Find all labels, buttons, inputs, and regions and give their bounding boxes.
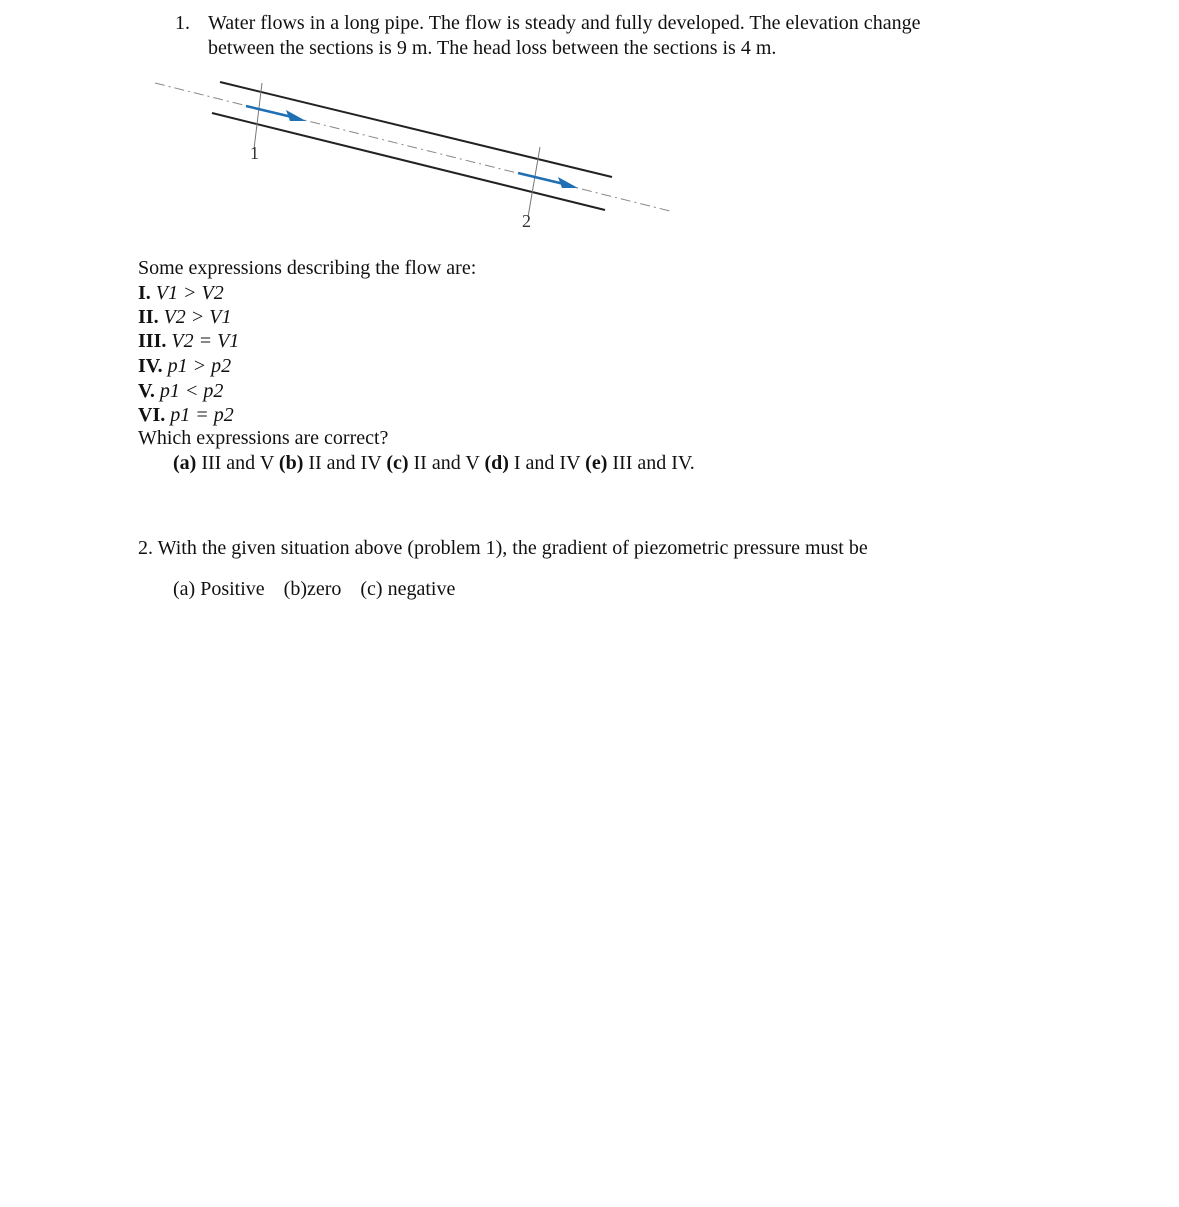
problem-1-text-line-1: Water flows in a long pipe. The flow is steady and fully developed. The elevation change bbox=[208, 12, 921, 34]
expression-i: I. V1 > V2 bbox=[138, 282, 224, 304]
problem-2-choices bbox=[173, 578, 469, 601]
expression-vi: VI. p1 = p2 bbox=[138, 404, 234, 426]
question-text: Which expressions are correct? bbox=[138, 427, 389, 449]
expression-iv: IV. p1 > p2 bbox=[138, 355, 232, 377]
pipe-diagram bbox=[150, 75, 680, 235]
choice-c: (c) II and V bbox=[386, 452, 480, 474]
choice-d: (d) I and IV bbox=[484, 452, 581, 474]
problem-2-text: 2. With the given situation above (problem 1), the gradient of piezometric pressure must be bbox=[138, 537, 868, 559]
section-1-label: 1 bbox=[250, 143, 259, 163]
flow-arrow-2 bbox=[518, 173, 578, 188]
p2-choice-a: (a) Positive bbox=[173, 578, 265, 600]
choice-a: (a) III and V bbox=[173, 452, 274, 474]
problem-1-number: 1. bbox=[175, 12, 190, 34]
p2-choice-b: (b)zero bbox=[283, 578, 342, 600]
problem-1-text-line-2: between the sections is 9 m. The head loss between the sections is 4 m. bbox=[208, 37, 777, 59]
section-1-marker bbox=[254, 83, 262, 149]
expression-v: V. p1 < p2 bbox=[138, 380, 224, 402]
p2-choice-c: (c) negative bbox=[360, 578, 456, 600]
expressions-intro: Some expressions describing the flow are: bbox=[138, 257, 477, 279]
flow-arrow-1 bbox=[246, 106, 306, 121]
expression-iii: III. V2 = V1 bbox=[138, 330, 240, 352]
choice-b: (b) II and IV bbox=[278, 452, 382, 474]
section-2-label: 2 bbox=[522, 211, 531, 231]
expression-ii: II. V2 > V1 bbox=[138, 306, 232, 328]
problem-1-choices bbox=[173, 452, 695, 475]
choice-e: (e) III and IV. bbox=[585, 452, 695, 474]
centerline bbox=[155, 83, 670, 211]
